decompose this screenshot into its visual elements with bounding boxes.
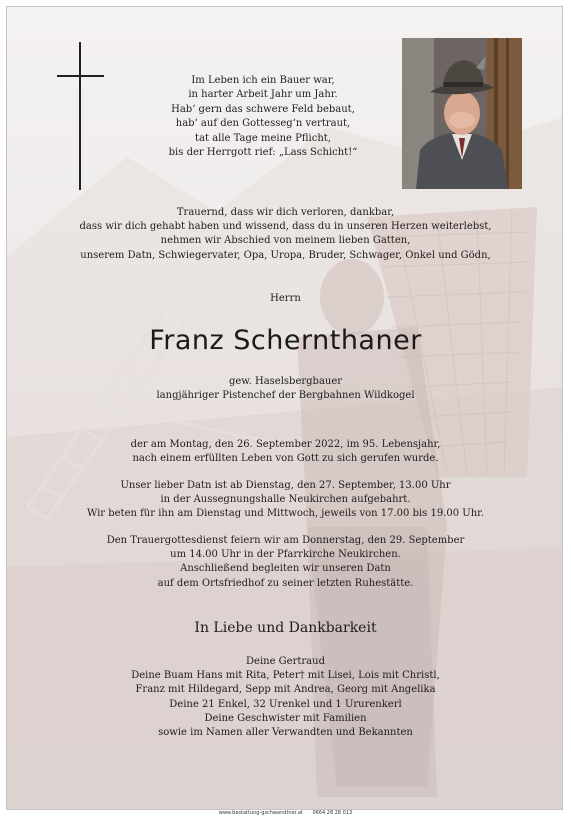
cross-icon-bar (57, 75, 104, 77)
death-notice (60, 438, 511, 466)
intro-text (60, 206, 511, 263)
viewing-line: Unser lieber Datn ist ab Dienstag, den 27. September, 13.00 Uhr (120, 480, 451, 491)
role-line: langjähriger Pistenchef der Bergbahnen Wildkogel (156, 390, 415, 402)
death-notice-line: der am Montag, den 26. September 2022, im 95. Lebensjahr, (130, 439, 441, 450)
salutation (60, 292, 511, 306)
deceased-name: Franz Schernthaner (149, 325, 422, 356)
portrait-photo (402, 38, 522, 189)
salutation-text: Herrn (270, 293, 301, 304)
mourner-line: Deine Gertraud (246, 656, 325, 667)
service-line: Den Trauergottesdienst feiern wir am Donnerstag, den 29. September (106, 535, 465, 546)
viewing-line: in der Aussegnungshalle Neukirchen aufgebahrt. (160, 494, 411, 506)
death-notice-line: nach einem erfüllten Leben von Gott zu sich gerufen wurde. (132, 453, 439, 465)
mourner-line: Franz mit Hildegard, Sepp mit Andrea, Georg mit Angelika (135, 684, 436, 696)
intro-line: dass wir dich gehabt haben und wissend, dass du in unseren Herzen weiterlebst, (79, 221, 492, 233)
roles (60, 375, 511, 403)
service-info (60, 534, 511, 591)
poem-line: tat alle Tage meine Pflicht, (195, 132, 331, 144)
mourner-line: Deine 21 Enkel, 32 Urenkel und 1 Ururenkerl (169, 698, 402, 710)
intro-line: unserem Datn, Schwiegervater, Opa, Uropa, Bruder, Schwager, Onkel und Gödn, (80, 249, 491, 261)
mourner-line: sowie im Namen aller Verwandten und Bekannten (158, 727, 413, 739)
service-line: auf dem Ortsfriedhof zu seiner letzten Ruhestätte. (157, 577, 414, 589)
closing-heading: In Liebe und Dankbarkeit (194, 620, 377, 636)
poem-line: Im Leben ich ein Bauer war, (191, 75, 335, 86)
intro-line: Trauernd, dass wir dich verloren, dankbar, (176, 207, 395, 218)
intro-line: nehmen wir Abschied von meinem lieben Gatten, (160, 235, 411, 247)
poem-line: Hab‘ gern das schwere Feld bebaut, (171, 103, 355, 115)
service-line: um 14.00 Uhr in der Pfarrkirche Neukirchen. (170, 549, 401, 561)
viewing-line: Wir beten für ihn am Dienstag und Mittwoch, jeweils von 17.00 bis 19.00 Uhr. (86, 508, 485, 520)
cross-icon (79, 42, 81, 190)
footer-phone: 0664 28 28 013 (312, 810, 353, 816)
mourner-line: Deine Buam Hans mit Rita, Peter† mit Lisei, Lois mit Christl, (131, 670, 440, 682)
role-line: gew. Haselsbergbauer (228, 376, 343, 387)
poem (138, 74, 388, 160)
poem-line: in harter Arbeit Jahr um Jahr. (188, 89, 338, 101)
footer-website: www.bestattung-gschwandtner.at (218, 810, 303, 816)
mourners-list (60, 655, 511, 740)
viewing-info (60, 479, 511, 522)
mourner-line: Deine Geschwister mit Familien (204, 712, 367, 724)
service-line: Anschließend begleiten wir unseren Datn (180, 563, 391, 575)
poem-line: hab‘ auf den Gottesseg‘n vertraut, (175, 118, 351, 130)
footer (0, 810, 571, 816)
poem-line: bis der Herrgott rief: „Lass Schicht!“ (168, 147, 358, 159)
